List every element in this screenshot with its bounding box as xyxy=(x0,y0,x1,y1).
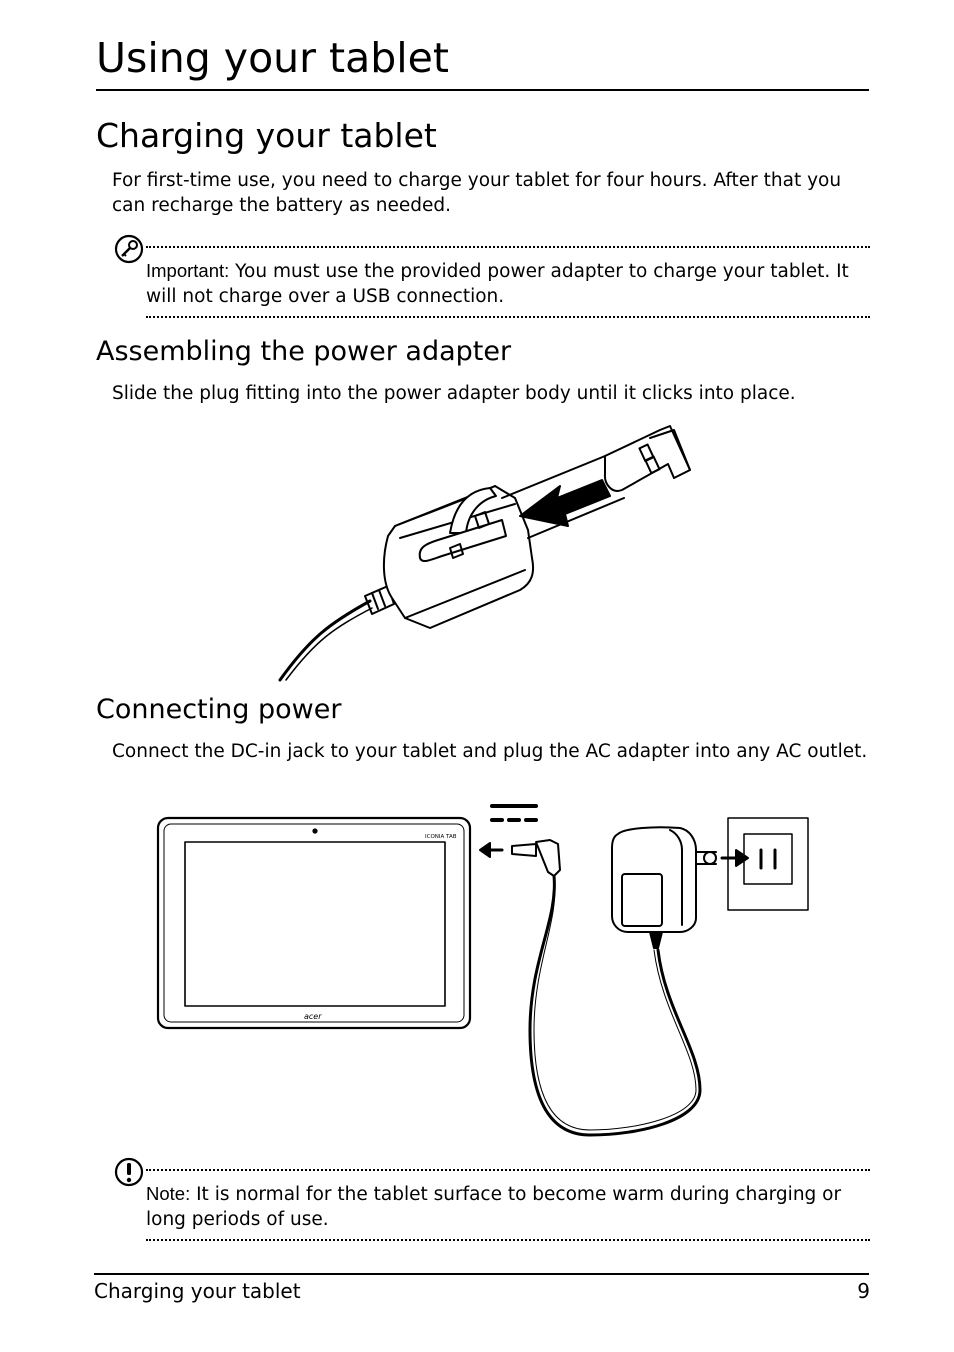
page-number: 9 xyxy=(857,1279,870,1303)
assembling-title: Assembling the power adapter xyxy=(96,336,512,367)
exclamation-icon xyxy=(114,1157,144,1191)
connecting-title: Connecting power xyxy=(96,694,342,725)
dc-symbol-icon xyxy=(492,806,536,820)
ac-adapter-illustration xyxy=(612,827,716,948)
tablet-brand-logo: acer xyxy=(304,1012,322,1021)
tablet-model-logo: ICONIA TAB xyxy=(425,834,457,840)
section-intro: For first-time use, you need to charge your tablet for four hours. After that you can recharge the battery as needed. xyxy=(112,170,842,216)
note-dotted-top xyxy=(146,246,870,248)
warm-note-dotted-top xyxy=(146,1169,870,1171)
note-dotted-bottom xyxy=(146,316,870,318)
adapter-assembly-illustration xyxy=(270,418,700,692)
chapter-title: Using your tablet xyxy=(96,34,449,82)
warm-note-dotted-bottom xyxy=(146,1239,870,1241)
connecting-text: Connect the DC-in jack to your tablet and plug the AC adapter into any AC outlet. xyxy=(112,741,868,762)
tablet-illustration xyxy=(158,818,470,1028)
footer-section: Charging your tablet xyxy=(94,1279,301,1303)
warm-note-body: It is normal for the tablet surface to become warm during charging or long periods of use. xyxy=(146,1184,842,1230)
arrow-left-icon xyxy=(480,843,502,857)
important-note-body: You must use the provided power adapter to charge your tablet. It will not charge over a USB connection. xyxy=(146,261,849,307)
footer-rule xyxy=(94,1273,869,1275)
assembling-text: Slide the plug fitting into the power adapter body until it clicks into place. xyxy=(112,383,796,404)
connection-illustration xyxy=(150,800,820,1149)
warm-note-label: Note: xyxy=(146,1183,191,1204)
warm-note-text xyxy=(146,1181,872,1232)
section-title: Charging your tablet xyxy=(96,116,437,155)
chapter-rule xyxy=(96,89,869,91)
key-icon xyxy=(114,234,144,268)
important-note-label: Important: xyxy=(146,260,230,281)
important-note-text xyxy=(146,258,872,309)
